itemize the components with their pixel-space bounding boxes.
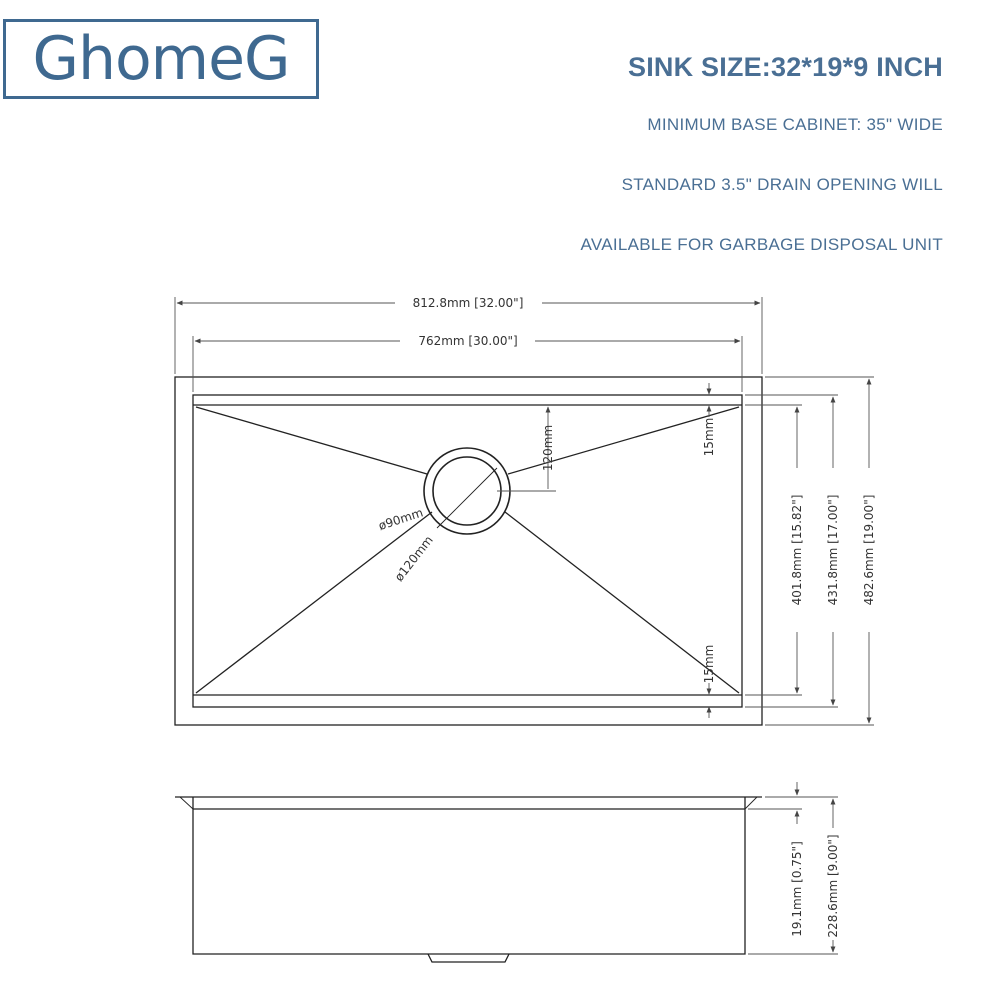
depth-label: 228.6mm [9.00"]: [826, 834, 840, 938]
drain-outer-dia-label: ø120mm: [391, 533, 436, 584]
drain-inner-circle: [433, 457, 501, 525]
drain-diameter-leader: [437, 468, 497, 528]
cabinet-note: MINIMUM BASE CABINET: 35" WIDE: [647, 115, 943, 134]
side-basin-outline: [193, 797, 745, 954]
drain-note: STANDARD 3.5" DRAIN OPENING WILL: [621, 175, 943, 194]
height-dimensions: [745, 377, 874, 725]
sink-inner-basin: [193, 395, 742, 707]
height-mid-label: 431.8mm [17.00"]: [826, 494, 840, 606]
outer-width-label: 812.8mm [32.00"]: [412, 296, 524, 310]
side-view: [175, 797, 762, 962]
disposal-note: AVAILABLE FOR GARBAGE DISPOSAL UNIT: [580, 235, 943, 254]
height-inner-label: 401.8mm [15.82"]: [790, 494, 804, 606]
side-drain-outlet: [428, 954, 509, 962]
flange-label: 19.1mm [0.75"]: [790, 841, 804, 937]
sink-size-title: SINK SIZE:32*19*9 INCH: [627, 52, 943, 82]
drain-inner-dia-label: ø90mm: [376, 505, 425, 533]
ledge-top-label: 15mm: [702, 417, 716, 457]
drain-offset-label: 120mm: [541, 424, 555, 472]
ledge-bottom-label: 15mm: [702, 644, 716, 684]
sink-outer-rim: [175, 377, 762, 725]
inner-width-label: 762mm [30.00"]: [418, 334, 518, 348]
slope-line-bl: [196, 512, 432, 693]
brand-logo-text: GhomeG: [32, 24, 290, 94]
height-outer-label: 482.6mm [19.00"]: [862, 494, 876, 606]
slope-line-tl: [196, 407, 427, 474]
top-view: [175, 377, 762, 725]
